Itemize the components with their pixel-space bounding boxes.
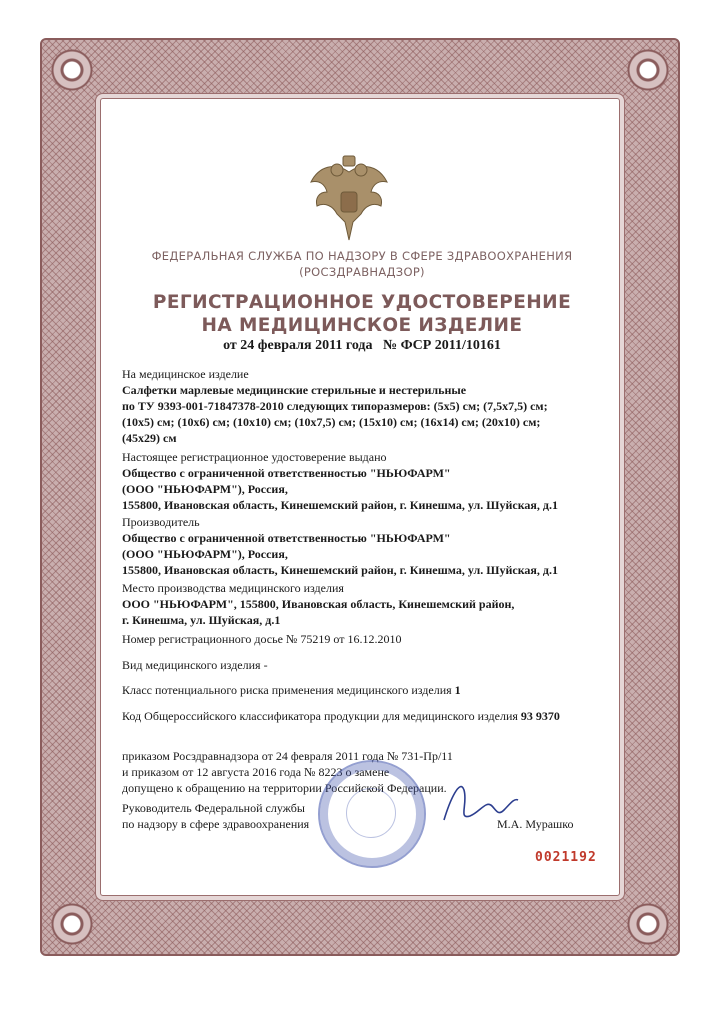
issued-to-label: Настоящее регистрационное удостоверение выдано <box>122 450 387 464</box>
manufacturer-line: Общество с ограниченной ответственностью "НЬЮФАРМ" <box>122 531 451 545</box>
signatory-position: по надзору в сфере здравоохранения <box>122 817 310 831</box>
order-line: допущено к обращению на территории Российской Федерации. <box>122 781 447 795</box>
corner-rosette <box>46 898 98 950</box>
okp-code-value: 93 9370 <box>520 709 560 723</box>
issued-to-section <box>122 449 602 513</box>
registration-number: № ФСР 2011/10161 <box>383 338 501 353</box>
agency-abbr: (РОСЗДРАВНАДЗОР) <box>299 265 425 279</box>
device-line: (10x5) см; (10x6) см; (10x10) см; (10x7,5) см; (15x10) см; (16x14) см; (20x10) см; <box>122 415 541 429</box>
device-section <box>122 366 602 446</box>
production-site-line: г. Кинешма, ул. Шуйская, д.1 <box>122 613 281 627</box>
order-line: приказом Росздравнадзора от 24 февраля 2011 года № 731-Пр/11 <box>122 749 453 763</box>
risk-class-value: 1 <box>454 683 461 697</box>
corner-rosette <box>622 898 674 950</box>
production-site-label: Место производства медицинского изделия <box>122 581 344 595</box>
order-line: и приказом от 12 августа 2016 года № 8223 о замене <box>122 765 390 779</box>
manufacturer-label: Производитель <box>122 515 200 529</box>
okp-code <box>122 708 602 724</box>
risk-class <box>122 682 602 698</box>
corner-rosette <box>622 44 674 96</box>
signatory-name: М.А. Мурашко <box>497 817 574 831</box>
issued-to-line: (ООО "НЬЮФАРМ"), Россия, <box>122 482 288 496</box>
issued-to-line: 155800, Ивановская область, Кинешемский район, г. Кинешма, ул. Шуйская, д.1 <box>122 498 558 512</box>
manufacturer-section <box>122 514 602 578</box>
dossier-number: Номер регистрационного досье № 75219 от 16.12.2010 <box>122 632 402 646</box>
manufacturer-line: 155800, Ивановская область, Кинешемский район, г. Кинешма, ул. Шуйская, д.1 <box>122 563 558 577</box>
registration-line <box>100 338 624 354</box>
okp-code-label: Код Общероссийского классификатора продукции для медицинского изделия <box>122 709 518 723</box>
device-type: Вид медицинского изделия - <box>122 658 268 672</box>
production-site-line: ООО "НЬЮФАРМ", 155800, Ивановская область, Кинешемский район, <box>122 597 515 611</box>
production-site-section <box>122 580 602 628</box>
manufacturer-line: (ООО "НЬЮФАРМ"), Россия, <box>122 547 288 561</box>
device-line: Салфетки марлевые медицинские стерильные и нестерильные <box>122 383 467 397</box>
agency-name: ФЕДЕРАЛЬНАЯ СЛУЖБА ПО НАДЗОРУ В СФЕРЕ ЗДРАВООХРАНЕНИЯ <box>151 249 573 263</box>
issued-to-line: Общество с ограниченной ответственностью "НЬЮФАРМ" <box>122 466 451 480</box>
corner-rosette <box>46 44 98 96</box>
registration-date: от 24 февраля 2011 года <box>223 338 373 353</box>
form-serial-number: 0021192 <box>535 850 597 865</box>
document-title: РЕГИСТРАЦИОННОЕ УДОСТОВЕРЕНИЕ <box>152 292 572 313</box>
coat-of-arms-icon <box>305 152 393 244</box>
device-line: по ТУ 9393-001-71847378-2010 следующих типоразмеров: (5x5) см; (7,5x7,5) см; <box>122 399 548 413</box>
device-line: (45x29) см <box>122 431 177 445</box>
risk-class-label: Класс потенциального риска применения медицинского изделия <box>122 683 452 697</box>
device-label: На медицинское изделие <box>122 367 249 381</box>
signatory-position: Руководитель Федеральной службы <box>122 801 305 815</box>
document-subtitle: НА МЕДИЦИНСКОЕ ИЗДЕЛИЕ <box>201 315 523 336</box>
